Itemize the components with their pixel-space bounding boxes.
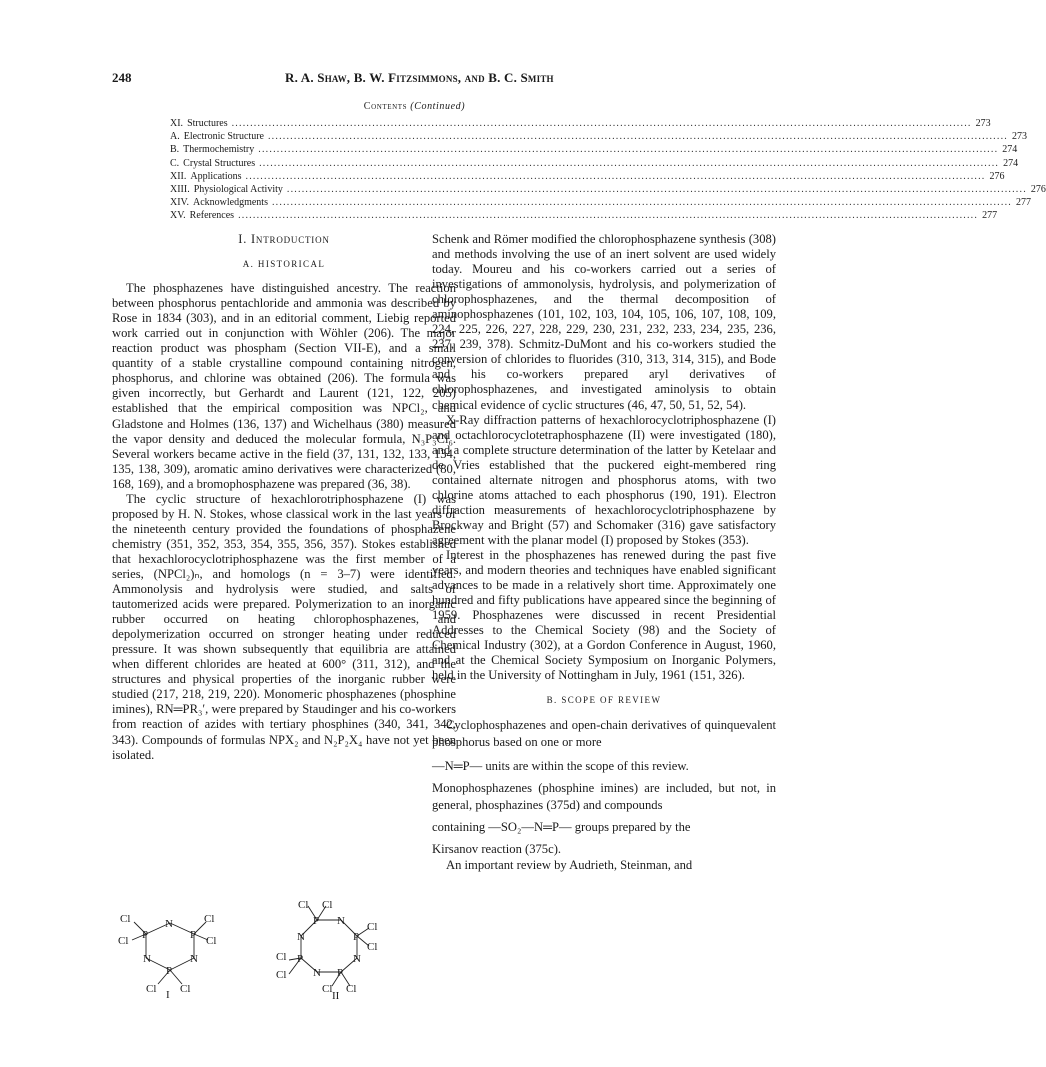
toc-entry [170, 170, 1005, 183]
atom-label: Cl [204, 913, 215, 925]
atom-label: P [190, 929, 197, 941]
paragraph: The phosphazenes have distinguished ancestry. The reaction between phosphorus pentachloride and ammonia was described by Rose in 1834 (303), and in an editorial comment, Liebig reported work carried out in conjunction with Wöhler (206). The major reaction product was phospham (Section VII-E), and a small quantity of a stable crystalline compound containing nitrogen, phosphorus, and chlorine was obtained (206). The formula was given incorrectly, but Gerhardt and Laurent (121, 122, 205) established that the empirical composition was NPCl₂, and Gladstone and Holmes (136, 137) and Wichelhaus (380) measured the vapor density and deduced the molecular formula, N₃P₃Cl₆. Several workers became active in the field (37, 131, 132, 133, 134, 135, 138, 309), aromatic amino derivatives were characterized (80, 168, 169), and a bromophosphazene was prepared (36, 38). [112, 281, 456, 491]
toc-entry [170, 143, 1018, 156]
toc-leader-dots: ........................................................................................................................................................................................................ [271, 197, 1012, 209]
toc-entry-page: 277 [982, 210, 998, 222]
contents-heading [0, 101, 829, 112]
toc-entry-label: Thermochemistry [183, 144, 255, 156]
toc-entry-label: Electronic Structure [183, 131, 264, 143]
atom-label: Cl [346, 983, 357, 995]
paragraph: Cyclophosphazenes and open-chain derivatives of quinquevalent phosphorus based on one or more [432, 718, 776, 750]
structure-diagrams [112, 900, 456, 1000]
toc-entry-page: 273 [975, 118, 991, 129]
toc-entry-number: XIII. [170, 184, 190, 196]
toc-entry [170, 130, 1027, 143]
toc-entry [170, 209, 998, 222]
atom-label: Cl [118, 935, 129, 947]
toc-leader-dots: ........................................................................................................................................................................................................ [259, 157, 1000, 169]
atom-label: P [166, 965, 173, 977]
toc-entry-page: 277 [1015, 197, 1031, 209]
atom-label: Cl [322, 983, 333, 995]
subsection-heading-scope: B. SCOPE OF REVIEW [546, 695, 662, 706]
atom-label: N [143, 953, 151, 965]
paragraph: —N═P— units are within the scope of this review. [432, 759, 689, 774]
table-of-contents [170, 117, 1046, 223]
paragraph: The cyclic structure of hexachlorotriphosphazene (I) was proposed by H. N. Stokes, whose classical work in the last years of the nineteenth century provided the foundations of phosphazene chemistry (351, 352, 353, 354, 355, 356, 357). Stokes established that hexachlorocyclotriphosphazene was the first member of a series, (NPCl₂)ₙ, and homologs (n = 3–7) were identified. Ammonolysis and hydrolysis were studied, and salts of tautomerized acids were prepared. Polymerization to an inorganic rubber occurred on heating chlorophosphazenes, and depolymerization occurred on stronger heating under reduced pressure. It was shown subsequently that equilibria are attained when different chlorides are heated at 600° (311, 312), and the structures and physical properties of the inorganic rubber were studied (217, 218, 219, 220). Monomeric phosphazenes (phosphine imines), RN═PR₃′, were prepared by Staudinger and his co-workers from reaction of azides with tertiary phosphines (340, 341, 342, 343). Compounds of formulas NPX₂ and N₂P₂X₄ have not yet been isolated. [112, 491, 456, 762]
toc-entry [170, 183, 1046, 196]
atom-label: Cl [367, 921, 378, 933]
atom-label: Cl [276, 951, 287, 963]
figure-label-i: I [166, 989, 170, 1001]
atom-label: Cl [298, 899, 309, 911]
toc-entry-number: XIV. [170, 197, 189, 209]
toc-entry-label: Acknowledgments [192, 197, 268, 209]
atom-label: Cl [276, 969, 287, 981]
toc-entry-number: XI. [170, 118, 184, 129]
atom-label: N [337, 915, 345, 927]
paragraph: X-Ray diffraction patterns of hexachlorocyclotriphosphazene (I) and octachlorocyclotetraphosphazene (II) were investigated (180), and a complete structure determination of the latter by Ketelaar and de Vries established that the puckered eight-membered ring contained alternate nitrogen and phosphorus atoms, with two chlorine atoms attached to each phosphorus (190, 191). Electron diffraction measurements of hexachlorocyclotriphosphazene by Brockway and Bright (57) and Schomaker (316) gave satisfactory agreement with the planar model (I) proposed by Stokes (353). [432, 412, 776, 547]
toc-entry-label: Structures [187, 118, 228, 129]
toc-entry-page: 273 [1011, 131, 1027, 143]
subsection-heading-historical: A. HISTORICAL [242, 259, 326, 270]
paragraph: containing —SO₂—N═P— groups prepared by the [432, 820, 691, 835]
atom-label: N [165, 918, 173, 930]
figure-label-ii: II [332, 990, 340, 1002]
toc-leader-dots: ........................................................................................................................................................................................................ [231, 118, 972, 129]
paragraph: Monophosphazenes (phosphine imines) are included, but not, in general, phosphazines (375d) and compounds [432, 781, 776, 813]
toc-entry [170, 196, 1031, 209]
toc-leader-dots: ........................................................................................................................................................................................................ [258, 144, 999, 156]
atom-label: N [353, 953, 361, 965]
atom-label: Cl [206, 935, 217, 947]
toc-leader-dots: ........................................................................................................................................................................................................ [267, 131, 1008, 143]
paragraph: An important review by Audrieth, Steinman, and [446, 858, 693, 873]
atom-label: P [337, 967, 344, 979]
toc-entry-label: Crystal Structures [183, 157, 256, 169]
contents-heading-text: Contents [363, 101, 408, 112]
toc-entry-number: C. [170, 157, 180, 169]
atom-label: Cl [367, 941, 378, 953]
toc-entry-label: Applications [190, 170, 242, 182]
paragraph: Kirsanov reaction (375c). [432, 842, 562, 857]
left-column [112, 232, 456, 763]
toc-entry [170, 157, 1019, 170]
atom-label: N [190, 953, 198, 965]
atom-label: Cl [180, 983, 191, 995]
atom-label: Cl [120, 913, 131, 925]
right-column [432, 232, 776, 874]
atom-label: N [313, 967, 321, 979]
atom-label: P [297, 953, 304, 965]
atom-label: P [353, 931, 360, 943]
structure-figures [112, 900, 456, 1000]
atom-label: N [297, 931, 305, 943]
toc-leader-dots: ........................................................................................................................................................................................................ [286, 184, 1027, 196]
running-title: R. A. Shaw, B. W. Fitzsimmons, and B. C. Smith [285, 70, 554, 85]
atom-labels [118, 899, 377, 1002]
paragraph: Schenk and Römer modified the chlorophosphazene synthesis (308) and methods involving the use of an inert solvent are used widely today. Moureu and his co-workers carried out a series of investigations of ammonolysis, hydrolysis, and polymerization of chlorophosphazenes, and the thermal decomposition of aminophosphazenes (101, 102, 103, 104, 105, 106, 107, 108, 109, 224, 225, 226, 227, 228, 229, 230, 231, 232, 233, 234, 235, 236, 237, 239, 378). Schmitz-DuMont and his co-workers studied the conversion of chlorides to fluorides (310, 313, 314, 315), and Bode and his co-workers prepared aryl derivatives of chlorophosphazenes, and investigated aminolysis to obtain chemical evidence of cyclic structures (46, 47, 50, 51, 52, 54). [432, 232, 776, 412]
toc-leader-dots: ........................................................................................................................................................................................................ [245, 170, 986, 182]
toc-entry-page: 276 [1030, 184, 1046, 196]
toc-entry-number: A. [170, 131, 180, 143]
toc-entry-number: XII. [170, 170, 187, 182]
toc-entry [170, 117, 991, 130]
section-heading-introduction: I. Introduction [238, 232, 330, 246]
contents-heading-continued: (Continued) [410, 101, 466, 112]
toc-leader-dots: ........................................................................................................................................................................................................ [238, 210, 979, 222]
toc-entry-page: 276 [989, 170, 1005, 182]
toc-entry-number: XV. [170, 210, 186, 222]
atom-label: Cl [146, 983, 157, 995]
toc-entry-page: 274 [1002, 144, 1018, 156]
atom-label: P [142, 929, 149, 941]
toc-entry-number: B. [170, 144, 180, 156]
toc-entry-label: Physiological Activity [193, 184, 283, 196]
page-number: 248 [112, 70, 132, 85]
toc-entry-page: 274 [1003, 157, 1019, 169]
toc-entry-label: References [189, 210, 235, 222]
paragraph: Interest in the phosphazenes has renewed during the past five years, and modern theories and techniques have enabled significant advances to be made in a relatively short time. Approximately one hundred and fifty publications have appeared since the beginning of 1959. Phosphazenes were discussed in recent Presidential Addresses to the Chemical Society (98) and the Society of Chemical Industry (302), at a Gordon Conference in August, 1960, and at the Chemical Society Symposium on Inorganic Polymers, held in the University of Nottingham in July, 1961 (151, 326). [432, 547, 776, 683]
atom-label: Cl [322, 899, 333, 911]
atom-label: P [313, 915, 320, 927]
